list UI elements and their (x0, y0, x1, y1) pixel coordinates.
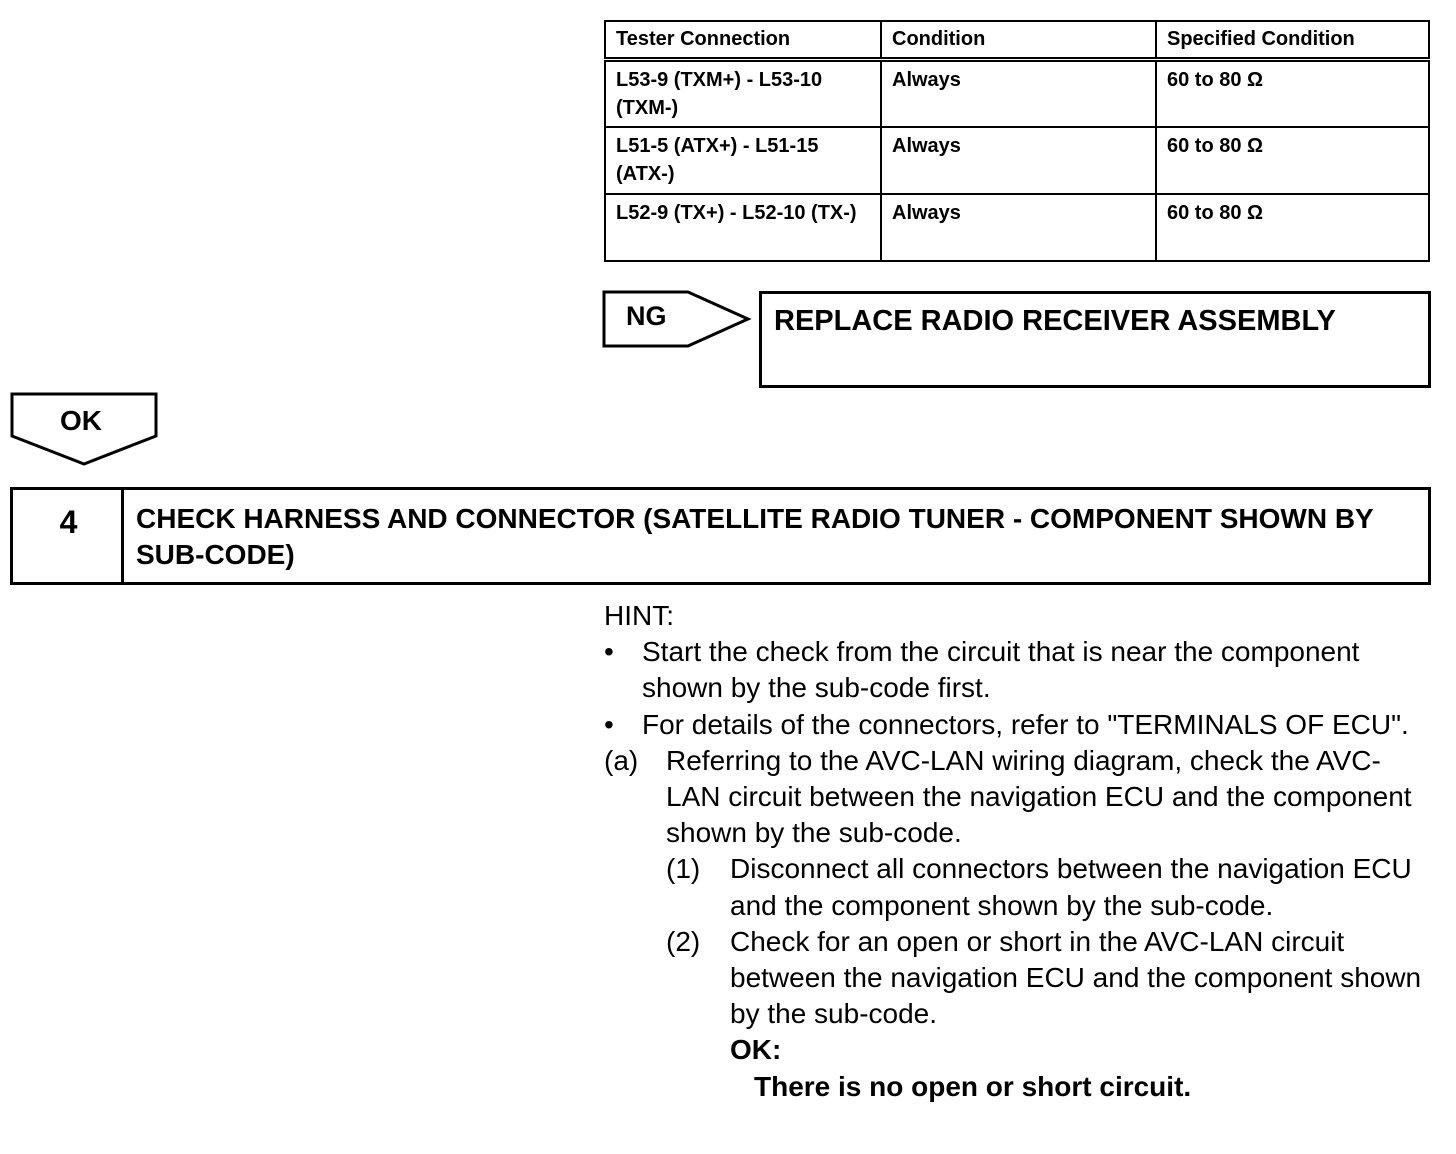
cell-tester-connection: L51-5 (ATX+) - L51-15 (ATX-) (605, 127, 881, 194)
step-a-mark: (a) (604, 744, 639, 776)
step-title: CHECK HARNESS AND CONNECTOR (SATELLITE RADIO TUNER - COMPONENT SHOWN BY SUB-CODE) (136, 503, 1374, 570)
procedure-text (604, 598, 1434, 1105)
substep-mark: (1) (666, 853, 701, 885)
header-condition: Condition (881, 21, 1156, 60)
header-tester-connection: Tester Connection (605, 21, 881, 60)
hint-bullet (604, 634, 1434, 706)
substep (666, 924, 1434, 1033)
procedure-step-a (604, 743, 1434, 852)
ng-result-text: REPLACE RADIO RECEIVER ASSEMBLY (774, 305, 1336, 337)
bullet-icon: • (604, 636, 614, 668)
ok-criteria-text: There is no open or short circuit. (754, 1070, 1192, 1102)
ok-criteria-label: OK: (730, 1034, 782, 1066)
hint-label: HINT: (604, 600, 674, 631)
substep-mark: (2) (666, 925, 701, 957)
header-specified-condition: Specified Condition (1156, 21, 1429, 60)
ok-label: OK (60, 405, 102, 436)
hint-bullet (604, 707, 1434, 743)
spec-table-header-row (605, 21, 1429, 60)
cell-specified-condition: 60 to 80 Ω (1156, 60, 1429, 128)
cell-specified-condition: 60 to 80 Ω (1156, 194, 1429, 261)
table-row (605, 194, 1429, 261)
cell-condition: Always (881, 194, 1156, 261)
spec-table (604, 20, 1430, 262)
ng-arrow-icon (602, 290, 752, 348)
step-a-text: Referring to the AVC-LAN wiring diagram, check the AVC-LAN circuit between the navigation ECU and the component shown by the sub-code. (666, 744, 1412, 849)
step-number: 4 (59, 504, 78, 540)
hint-bullet-text: Start the check from the circuit that is near the component shown by the sub-code first. (642, 636, 1360, 704)
substep (666, 851, 1434, 923)
table-row (605, 127, 1429, 194)
hint-bullet-text: For details of the connectors, refer to "TERMINALS OF ECU". (642, 708, 1409, 740)
substeps (604, 851, 1434, 1032)
cell-condition: Always (881, 60, 1156, 128)
substep-text: Check for an open or short in the AVC-LAN circuit between the navigation ECU and the component shown by the sub-code. (730, 925, 1422, 1030)
cell-tester-connection: L52-9 (TX+) - L52-10 (TX-) (605, 194, 881, 261)
cell-specified-condition: 60 to 80 Ω (1156, 127, 1429, 194)
bullet-icon: • (604, 708, 614, 740)
substep-text: Disconnect all connectors between the navigation ECU and the component shown by the sub-code. (730, 853, 1412, 921)
step-number-cell (13, 490, 124, 582)
cell-condition: Always (881, 127, 1156, 194)
ng-label: NG (626, 301, 667, 331)
ng-result-box (759, 291, 1431, 388)
table-row (605, 60, 1429, 128)
cell-tester-connection: L53-9 (TXM+) - L53-10 (TXM-) (605, 60, 881, 128)
step-header (10, 487, 1431, 585)
